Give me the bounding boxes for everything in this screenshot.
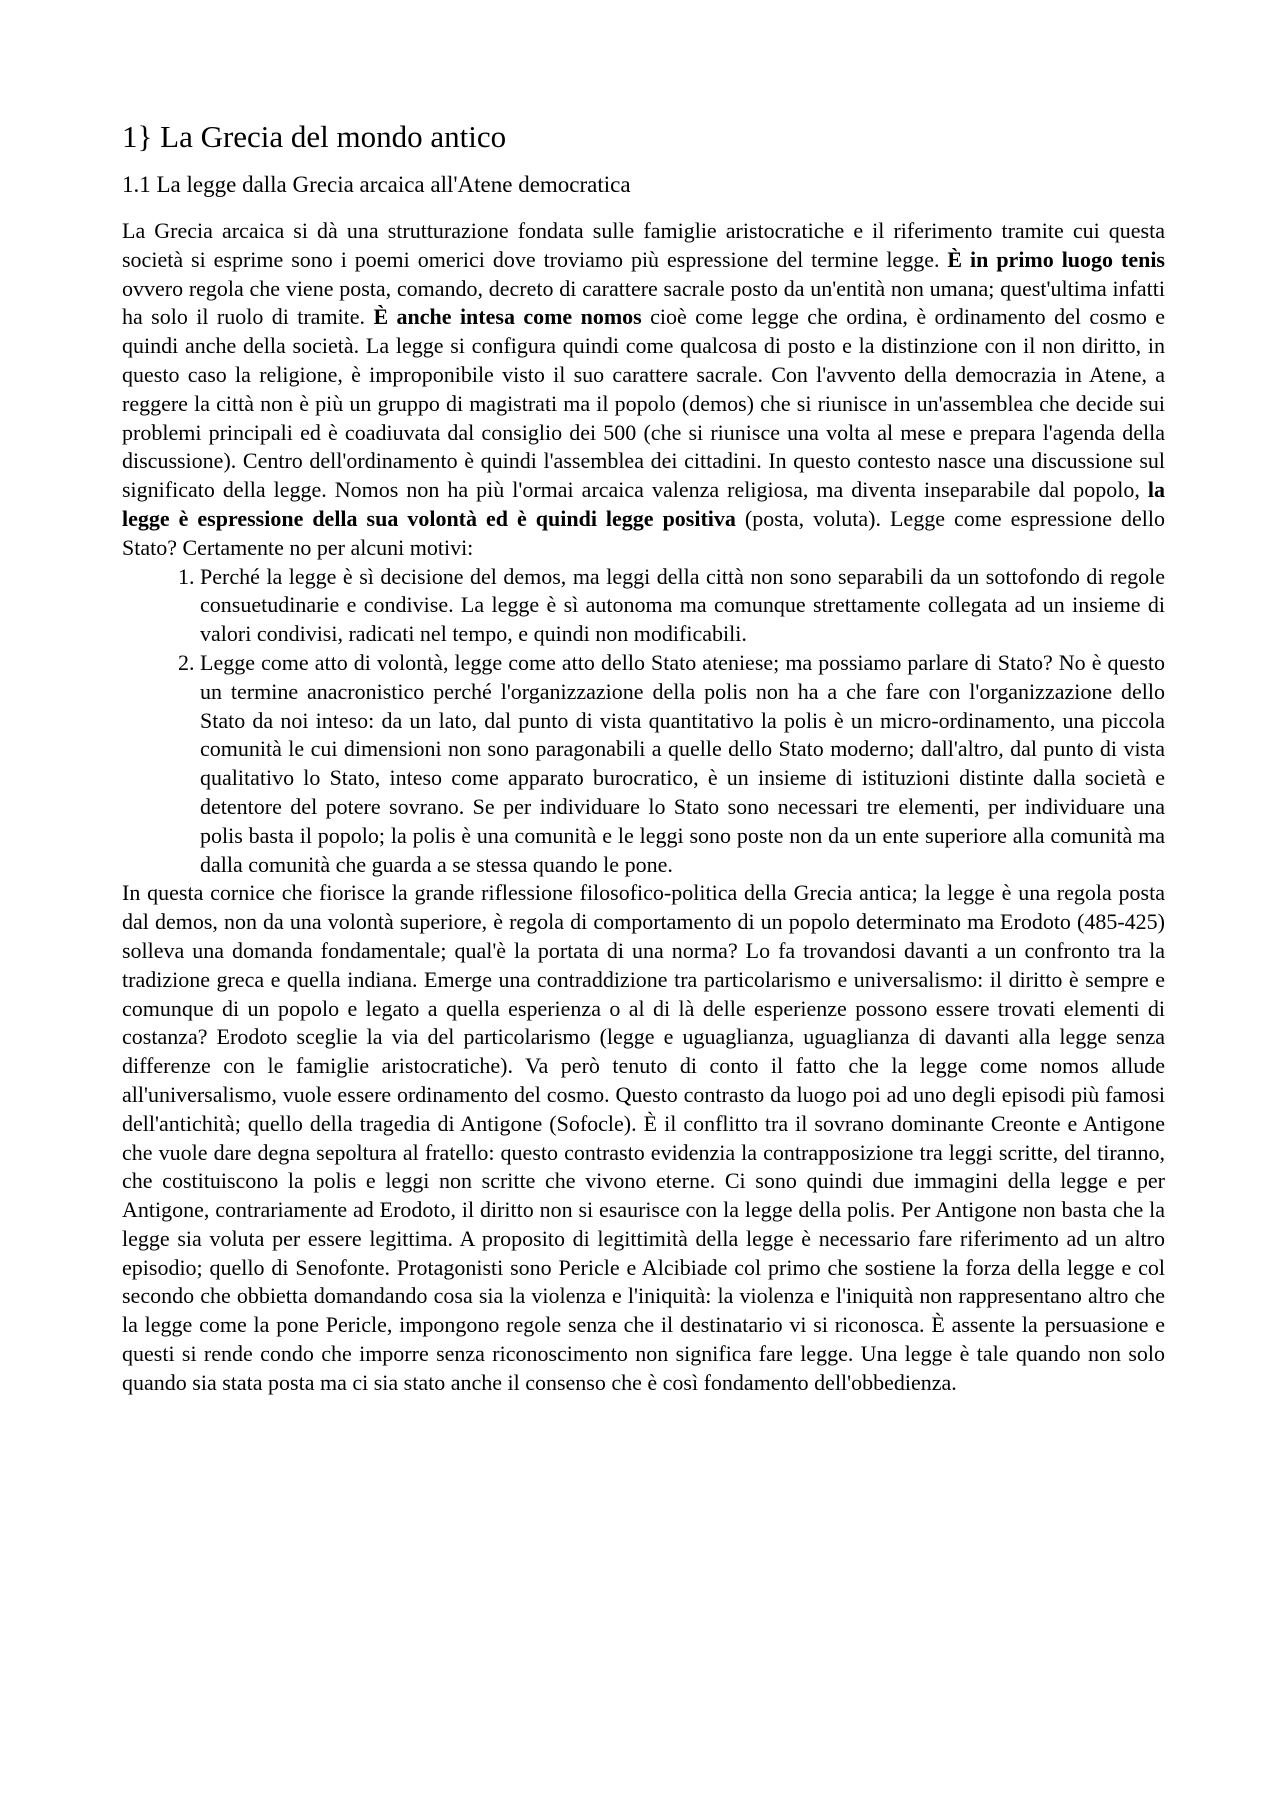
intro-paragraph — [122, 217, 1165, 563]
intro-bold-1: È in primo luogo tenis — [947, 246, 1165, 272]
intro-bold-2: È anche intesa come nomos — [373, 304, 642, 330]
document-page — [122, 118, 1165, 1398]
numbered-list — [122, 563, 1165, 880]
section-heading: 1.1 La legge dalla Grecia arcaica all'Atene democratica — [122, 172, 631, 197]
closing-paragraph: In questa cornice che fiorisce la grande riflessione filosofico-politica della Grecia antica; la legge è una regola posta dal demos, non da una volontà superiore, è regola di comportamento di un popolo determinato ma Erodoto (485-425) solleva una domanda fondamentale; qual'è la portata di una norma? Lo fa trovandosi davanti a un confronto tra la tradizione greca e quella indiana. Emerge una contraddizione tra particolarismo e universalismo: il diritto è sempre e comunque di un popolo e legato a quella esperienza o al di là delle esperienze possono essere trovati elementi di costanza? Erodoto sceglie la via del particolarismo (legge e uguaglianza, uguaglianza di davanti alla legge senza differenze con le famiglie aristocratiche). Va però tenuto di conto il fatto che la legge come nomos allude all'universalismo, vuole essere ordinamento del cosmo. Questo contrasto da luogo poi ad uno degli episodi più famosi dell'antichità; quello della tragedia di Antigone (Sofocle). È il conflitto tra il sovrano dominante Creonte e Antigone che vuole dare degna sepoltura al fratello: questo contrasto evidenzia la contrapposizione tra leggi scritte, del tiranno, che costituiscono la polis e leggi non scritte che vivono eterne. Ci sono quindi due immagini della legge e per Antigone, contrariamente ad Erodoto, il diritto non si esaurisce con la legge della polis. Per Antigone non basta che la legge sia voluta per essere legittima. A proposito di legittimità della legge è necessario fare riferimento ad un altro episodio; quello di Senofonte. Protagonisti sono Pericle e Alcibiade col primo che sostiene la forza della legge e col secondo che obbietta domandando cosa sia la violenza e l'iniquità: la violenza e l'iniquità non rappresentano altro che la legge come la pone Pericle, impongono regole senza che il destinatario vi si riconosca. È assente la persuasione e questi si rende condo che imporre senza riconoscimento non significa fare legge. Una legge è tale quando non solo quando sia stata posta ma ci sia stato anche il consenso che è così fondamento dell'obbedienza. — [122, 880, 1165, 1395]
intro-text-1: La Grecia arcaica si dà una strutturazione fondata sulle famiglie aristocratiche e il riferimento tramite cui questa società si esprime sono i poemi omerici dove troviamo più espressione del termine legge. — [122, 218, 1165, 272]
list-item: 1. Perché la legge è sì decisione del demos, ma leggi della città non sono separabili da un sottofondo di regole consuetudinarie e condivise. La legge è sì autonoma ma comunque strettamente collegata ad un insieme di valori condivisi, radicati nel tempo, e quindi non modificabili. — [200, 563, 1165, 649]
intro-text-4: (posta, voluta). Legge come espressione dello Stato? Certamente no per alcuni motivi: — [122, 505, 1165, 560]
intro-text-3: cioè come legge che ordina, è ordinamento del cosmo e quindi anche della società. La legge si configura quindi come qualcosa di posto e la distinzione con il non diritto, in questo caso la religione, è improponibile visto il suo carattere sacrale. Con l'avvento della democrazia in Atene, a reggere la città non è più un gruppo di magistrati ma il popolo (demos) che si riunisce in un'assemblea che decide sui problemi principali ed è coadiuvata dal consiglio dei 500 (che si riunisce una volta al mese e prepara l'agenda della discussione). Centro dell'ordinamento è quindi l'assemblea dei cittadini. In questo contesto nasce una discussione sul significato della legge. Nomos non ha più l'ormai arcaica valenza religiosa, ma diventa inseparabile dal popolo, — [122, 304, 1165, 503]
chapter-heading: 1} La Grecia del mondo antico — [122, 119, 507, 154]
intro-bold-3: la legge è espressione della sua volontà ed è quindi legge positiva — [122, 477, 1165, 531]
intro-text-2: ovvero regola che viene posta, comando, decreto di carattere sacrale posto da un'entità non umana; quest'ultima infatti ha solo il ruolo di tramite. — [122, 275, 1165, 330]
list-item: 2. Legge come atto di volontà, legge come atto dello Stato ateniese; ma possiamo parlare di Stato? No è questo un termine anacronistico perché l'organizzazione della polis non ha a che fare con l'organizzazione dello Stato da noi inteso: da un lato, dal punto di vista quantitativo la polis è un micro-ordinamento, una piccola comunità le cui dimensioni non sono paragonabili a quelle dello Stato moderno; dall'altro, dal punto di vista qualitativo lo Stato, inteso come apparato burocratico, è un insieme di istituzioni distinte dalla società e detentore del potere sovrano. Se per individuare lo Stato sono necessari tre elementi, per individuare una polis basta il popolo; la polis è una comunità e le leggi sono poste non da un ente superiore alla comunità ma dalla comunità che guarda a se stessa quando le pone. — [200, 649, 1165, 879]
